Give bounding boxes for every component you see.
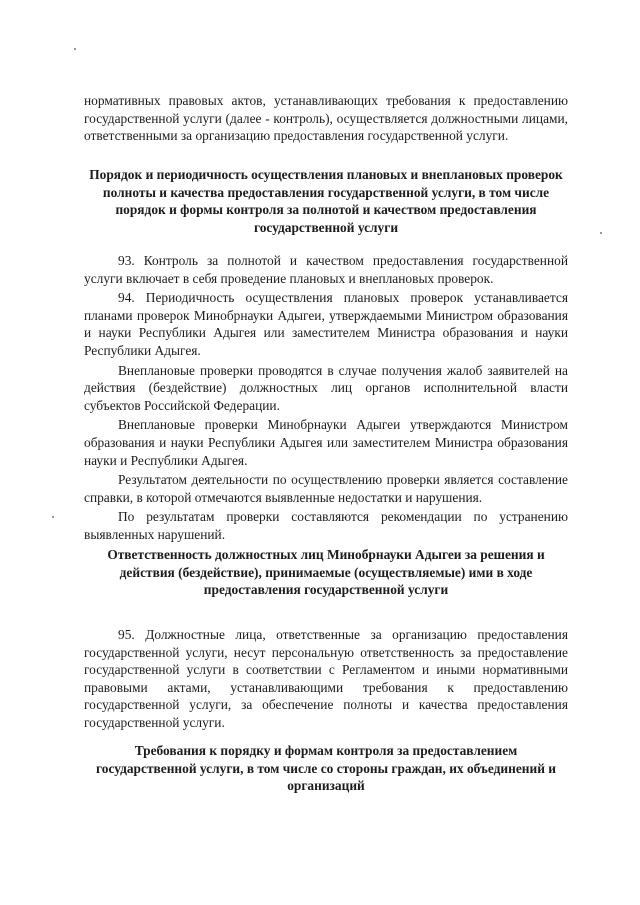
heading-responsibility: Ответственность должностных лиц Минобрнауки Адыгеи за решения и действия (бездействие), принимаемые (осуществляемые) ими в ходе предоставления государственной услуги [107, 547, 545, 598]
scan-speck [52, 516, 54, 518]
section-inspections-body [84, 252, 568, 546]
heading-inspections: Порядок и периодичность осуществления плановых и внеплановых проверок полноты и качества предоставления государственной услуги, в том числе порядок и формы контроля за полнотой и качеством предоставления государственной услуги [89, 167, 563, 235]
intro-paragraph: нормативных правовых актов, устанавливающих требования к предоставлению государственной услуги (далее - контроль), осуществляется должностными лицами, ответственными за организацию предоставления государственной услуги. [84, 93, 568, 144]
paragraph-94: 94. Периодичность осуществления плановых проверок устанавливается планами проверок Минобрнауки Адыгеи, утверждаемыми Министром образования и науки Республики Адыгея или заместителем Министра образования и науки Республики Адыгея. [84, 290, 568, 358]
paragraph-unscheduled-complaints: Внеплановые проверки проводятся в случае получения жалоб заявителей на действия (бездействие) должностных лиц органов исполнительной власти субъектов Российской Федерации. [84, 362, 568, 413]
paragraph-recommendations: По результатам проверки составляются рекомендации по устранению выявленных нарушений. [84, 509, 568, 542]
scan-speck [74, 48, 76, 50]
paragraph-inspection-result: Результатом деятельности по осуществлению проверки является составление справки, в которой отмечаются выявленные недостатки и нарушения. [84, 472, 568, 505]
paragraph-unscheduled-approval: Внеплановые проверки Минобрнауки Адыгеи утверждаются Министром образования и науки Республики Адыгея или заместителем Министра образования науки и Республики Адыгея. [84, 417, 568, 468]
section-responsibility-body [84, 626, 568, 734]
paragraph-95: 95. Должностные лица, ответственные за организацию предоставления государственной услуги, несут персональную ответственность за предоставление государственной услуги в соответствии с Регламентом и иными нормативными правовыми актами, устанавливающими требования к предоставлению государственной услуги, за обеспечение полноты и качества предоставления государственной услуги. [84, 627, 568, 730]
scan-speck [600, 232, 602, 234]
heading-control-requirements: Требования к порядку и формам контроля за предоставлением государственной услуги, в том числе со стороны граждан, их объединений и организаций [96, 743, 556, 794]
paragraph-93: 93. Контроль за полнотой и качеством предоставления государственной услуги включает в себя проведение плановых и внеплановых проверок. [84, 253, 568, 286]
